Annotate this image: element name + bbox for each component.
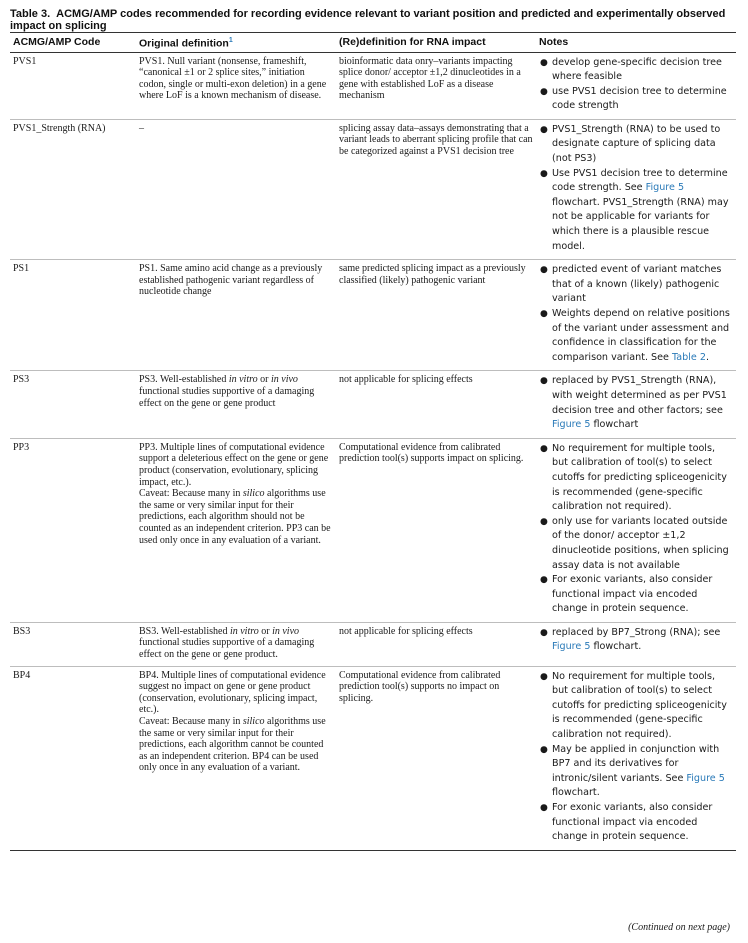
bullet-icon: ●	[540, 57, 548, 68]
italic-term: in vivo	[272, 625, 300, 637]
bullet-icon: ●	[540, 575, 548, 586]
notes-list	[539, 263, 733, 365]
cell-original-definition	[136, 622, 336, 666]
italic-term: silico	[242, 716, 265, 728]
note-item	[539, 801, 733, 845]
note-item	[539, 263, 733, 307]
text-run: functional studies supportive of a damaging effect on the gene or gene product	[139, 385, 315, 409]
table-body	[10, 52, 736, 850]
text-run: PP3. Multiple lines of computational evidence support a deleterious effect on the gene or gene product (conservation, evolutionary, splicing impact, etc.).	[139, 441, 329, 488]
table-row	[10, 371, 736, 438]
bullet-icon: ●	[540, 168, 548, 179]
cell-rna-redefinition: not applicable for splicing effects	[339, 374, 473, 386]
cell-original-definition	[136, 438, 336, 622]
cell-rna-redefinition: Computational evidence from calibrated prediction tool(s) supports no impact on splicing.	[339, 669, 501, 704]
table-label: Table 3.	[10, 8, 51, 20]
notes-list	[539, 626, 733, 655]
cell-notes	[536, 438, 736, 622]
cell-rna-redefinition: not applicable for splicing effects	[339, 625, 473, 637]
note-item	[539, 442, 733, 515]
table-caption	[10, 8, 736, 32]
text-run: –	[139, 122, 144, 134]
text-run: For exonic variants, also consider functional impact via encoded change in protein sequence.	[552, 574, 713, 615]
bullet-icon: ●	[540, 86, 548, 97]
text-run: use PVS1 decision tree to determine code strength	[552, 85, 727, 112]
cross-reference-link[interactable]: Figure 5	[552, 641, 591, 653]
cell-notes	[536, 371, 736, 438]
bullet-icon: ●	[540, 443, 548, 454]
note-item	[539, 743, 733, 801]
cell-code: PS3	[13, 374, 30, 386]
cell-original-definition	[136, 666, 336, 850]
bullet-icon: ●	[540, 803, 548, 813]
text-run: PS1. Same amino acid change as a previously established pathogenic variant regardless of nucleotide change	[139, 263, 323, 298]
text-run: or	[257, 374, 271, 386]
bullet-icon: ●	[540, 627, 548, 638]
cell-rna-redefinition: Computational evidence from calibrated prediction tool(s) supports impact on splicing.	[339, 441, 524, 465]
note-item	[539, 515, 733, 573]
header-notes: Notes	[539, 36, 569, 49]
cell-notes	[536, 666, 736, 850]
notes-list	[539, 56, 733, 114]
note-item	[539, 307, 733, 365]
cell-rna-redefinition: splicing assay data–assays demonstrating that a variant leads to aberrant splicing profile that can be categorized against a PVS1 decision tree	[339, 122, 533, 158]
table-header-row	[10, 33, 736, 53]
header-original-label: Original definition	[139, 37, 229, 50]
text-run: flowchart. PVS1_Strength (RNA) may not be applicable for variants for which there is a plausible rescue model.	[552, 196, 729, 252]
notes-list	[539, 374, 733, 432]
table-row	[10, 260, 736, 371]
bullet-icon: ●	[540, 309, 548, 319]
cell-code: PP3	[13, 441, 30, 453]
text-run: flowchart.	[590, 641, 642, 653]
bullet-icon: ●	[540, 376, 548, 387]
text-run: flowchart.	[552, 787, 600, 799]
notes-list	[539, 442, 733, 617]
table-row	[10, 119, 736, 259]
text-run: No requirement for multiple tools, but calibration of tool(s) to select cutoffs for predicting spliceogenicity is recommended (gene-specific calibration not required).	[552, 442, 727, 513]
text-run: flowchart	[590, 419, 639, 431]
footnote-ref[interactable]: 1	[228, 37, 233, 44]
note-item	[539, 374, 733, 432]
text-run: For exonic variants, also consider functional impact via encoded change in protein sequence.	[552, 802, 713, 843]
notes-list	[539, 123, 733, 254]
cell-original-definition	[136, 52, 336, 119]
text-run: BS3. Well-established	[139, 625, 230, 637]
table-title: ACMG/AMP codes recommended for recording evidence relevant to variant position and predicted and experimentally observed impact on splicing	[10, 8, 726, 32]
text-run: .	[705, 351, 710, 363]
header-code: ACMG/AMP Code	[13, 36, 101, 49]
cross-reference-link[interactable]: Figure 5	[686, 772, 725, 784]
note-item	[539, 626, 733, 655]
note-item	[539, 85, 733, 114]
text-run: PVS1. Null variant (nonsense, frameshift, “canonical ±1 or 2 splice sites,” initiation codon, single or multi-exon deletion) in a gene where LoF is a known mechanism of disease.	[139, 55, 327, 102]
note-item	[539, 56, 733, 85]
continued-note: (Continued on next page)	[628, 922, 730, 933]
italic-term: in vivo	[270, 374, 298, 386]
text-run: functional studies supportive of a damaging effect on the gene or gene product.	[139, 637, 315, 661]
table-row	[10, 622, 736, 666]
text-run: algorithms use the same or very similar input for their predictions, each algorithm should not be counted as an independent criterion. PP3 can be used only once in any evaluation of a variant.	[139, 488, 331, 546]
text-run: BP4. Multiple lines of computational evidence suggest no impact on gene or gene product (conservation, evolutionary, splicing impact, etc.).	[139, 669, 326, 716]
cell-notes	[536, 52, 736, 119]
text-run: PS3. Well-established	[139, 374, 229, 386]
bullet-icon: ●	[540, 265, 548, 276]
cell-code: PS1	[13, 263, 30, 275]
text-run: develop gene-specific decision tree where feasible	[552, 56, 722, 83]
cross-reference-link[interactable]: Figure 5	[552, 419, 591, 431]
text-run: Caveat: Because many in	[139, 716, 243, 728]
text-run: replaced by PVS1_Strength (RNA), with weight determined as per PVS1 decision tree and other factors; see	[552, 375, 727, 416]
cell-code: BS3	[13, 625, 31, 637]
italic-term: in vitro	[229, 625, 259, 637]
text-run: Weights depend on relative positions of the variant under assessment and confidence in classification for the comparison variant. See	[552, 308, 730, 363]
cell-code: PVS1	[13, 55, 37, 67]
table-row	[10, 666, 736, 850]
cell-original-definition	[136, 119, 336, 259]
text-run: Use PVS1 decision tree to determine code strength. See	[552, 167, 728, 194]
text-run: PVS1_Strength (RNA) to be used to designate capture of splicing data (not PS3)	[552, 123, 721, 165]
cross-reference-link[interactable]: Figure 5	[645, 182, 685, 194]
codes-table	[10, 32, 736, 851]
bullet-icon: ●	[540, 516, 548, 527]
table-row	[10, 438, 736, 622]
cell-notes	[536, 119, 736, 259]
cell-original-definition	[136, 260, 336, 371]
note-item	[539, 123, 733, 167]
cell-original-definition	[136, 371, 336, 438]
bullet-icon: ●	[540, 671, 548, 682]
text-run: algorithms use the same or very similar input for their predictions, each algorithm cannot be counted as an independent criterion. BP4 can be used only once in any evaluation of a variant.	[139, 716, 326, 774]
header-redefinition: (Re)definition for RNA impact	[339, 36, 486, 49]
text-run: predicted event of variant matches that of a known (likely) pathogenic variant	[552, 264, 722, 305]
italic-term: silico	[242, 488, 265, 500]
notes-list	[539, 670, 733, 845]
bullet-icon: ●	[540, 744, 548, 755]
cross-reference-link[interactable]: Table 2	[672, 351, 706, 363]
cell-code: PVS1_Strength (RNA)	[13, 122, 106, 134]
text-run: Caveat: Because many in	[139, 488, 243, 500]
note-item	[539, 573, 733, 617]
text-run: only use for variants located outside of the donor/ acceptor ±1,2 dinucleotide positions, when splicing assay data is not available	[552, 515, 729, 571]
cell-notes	[536, 260, 736, 371]
note-item	[539, 670, 733, 743]
text-run: or	[258, 625, 273, 637]
cell-rna-redefinition: same predicted splicing impact as a previously classified (likely) pathogenic variant	[339, 263, 526, 286]
table-row	[10, 52, 736, 119]
note-item	[539, 167, 733, 255]
cell-code: BP4	[13, 669, 31, 681]
cell-rna-redefinition: bioinformatic data onry–variants impacting splice donor/ acceptor ±1,2 dinucleotides in a gene with established LoF as a disease mechanism	[339, 55, 521, 102]
italic-term: in vitro	[228, 374, 258, 386]
bullet-icon: ●	[540, 124, 548, 135]
header-original	[136, 33, 336, 53]
text-run: replaced by BP7_Strong (RNA); see	[552, 626, 721, 638]
text-run: No requirement for multiple tools, but calibration of tool(s) to select cutoffs for predicting spliceogenicity is recommended (gene-specific calibration not required).	[552, 670, 727, 741]
text-run: May be applied in conjunction with BP7 and its derivatives for intronic/silent variants. See	[552, 743, 720, 784]
cell-notes	[536, 622, 736, 666]
